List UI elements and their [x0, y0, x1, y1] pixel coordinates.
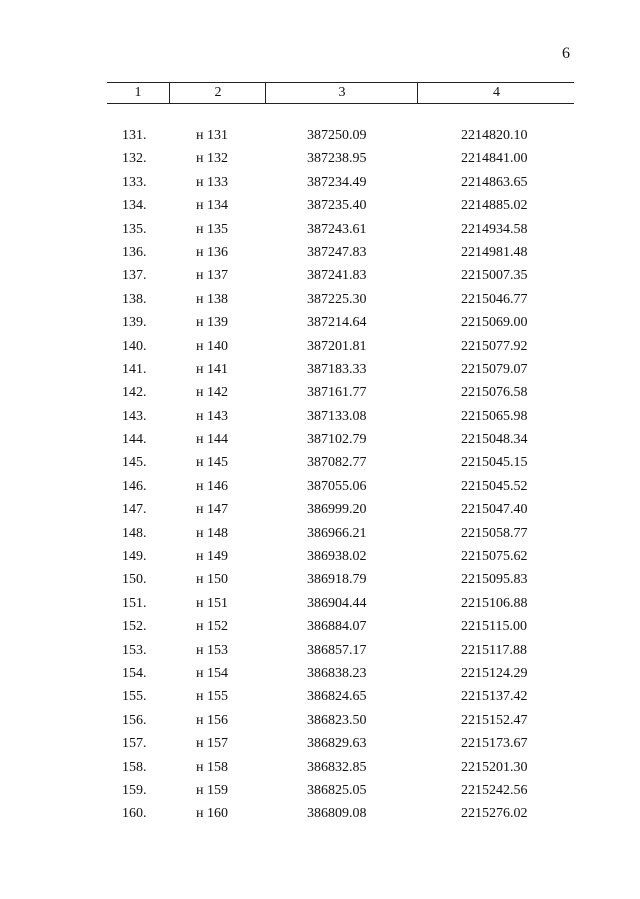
row-number: 146. [122, 478, 147, 494]
row-number: 136. [122, 244, 147, 260]
row-number: 144. [122, 432, 147, 448]
table-row [107, 428, 574, 451]
table-row [107, 124, 574, 147]
x-coordinate: 387250.09 [307, 128, 367, 143]
row-number: 137. [122, 268, 147, 284]
table-row [107, 639, 574, 662]
y-coordinate: 2215047.40 [461, 502, 528, 518]
x-coordinate: 386938.02 [307, 549, 367, 565]
x-coordinate: 386838.23 [307, 665, 367, 681]
y-coordinate: 2215201.30 [461, 759, 528, 775]
x-coordinate: 387241.83 [307, 268, 367, 284]
x-coordinate: 387243.61 [307, 221, 367, 237]
row-number: 150. [122, 572, 147, 588]
x-coordinate: 386832.85 [307, 759, 367, 775]
table-row [107, 194, 574, 217]
x-coordinate: 386884.07 [307, 619, 367, 635]
row-number: 152. [122, 619, 147, 635]
point-name: н 135 [196, 221, 228, 237]
x-coordinate: 387235.40 [307, 198, 367, 214]
table-row [107, 241, 574, 264]
row-number: 139. [122, 315, 147, 331]
x-coordinate: 387102.79 [307, 432, 367, 448]
point-name: н 141 [196, 361, 228, 377]
y-coordinate: 2214863.65 [461, 174, 528, 190]
table-row [107, 568, 574, 591]
row-number: 143. [122, 408, 147, 424]
table-row [107, 381, 574, 404]
row-number: 138. [122, 291, 147, 307]
y-coordinate: 2215076.58 [461, 385, 528, 401]
table-row [107, 218, 574, 241]
y-coordinate: 2215007.35 [461, 268, 528, 284]
point-name: н 133 [196, 174, 228, 190]
point-name: н 143 [196, 408, 228, 424]
point-name: н 153 [196, 642, 228, 658]
row-number: 157. [122, 736, 147, 752]
y-coordinate: 2215124.29 [461, 665, 528, 681]
y-coordinate: 2214820.10 [461, 128, 528, 143]
table-row [107, 451, 574, 474]
point-name: н 152 [196, 619, 228, 635]
y-coordinate: 2215095.83 [461, 572, 528, 588]
point-name: н 132 [196, 151, 228, 167]
x-coordinate: 387201.81 [307, 338, 367, 354]
row-number: 153. [122, 642, 147, 658]
table-row [107, 802, 574, 825]
point-name: н 148 [196, 525, 228, 541]
row-number: 131. [122, 128, 147, 143]
table-row [107, 475, 574, 498]
y-coordinate: 2214981.48 [461, 244, 528, 260]
point-name: н 146 [196, 478, 228, 494]
x-coordinate: 387238.95 [307, 151, 367, 167]
x-coordinate: 387055.06 [307, 478, 367, 494]
table-row [107, 522, 574, 545]
x-coordinate: 386857.17 [307, 642, 367, 658]
x-coordinate: 386809.08 [307, 806, 367, 822]
row-number: 133. [122, 174, 147, 190]
column-header-2: 2 [169, 83, 266, 103]
y-coordinate: 2215152.47 [461, 712, 528, 728]
y-coordinate: 2215045.15 [461, 455, 528, 471]
row-number: 135. [122, 221, 147, 237]
row-number: 134. [122, 198, 147, 214]
row-number: 155. [122, 689, 147, 705]
row-number: 147. [122, 502, 147, 518]
table-row [107, 615, 574, 638]
table-row [107, 335, 574, 358]
table-row [107, 498, 574, 521]
x-coordinate: 387247.83 [307, 244, 367, 260]
y-coordinate: 2215242.56 [461, 782, 528, 798]
x-coordinate: 386904.44 [307, 595, 367, 611]
table-row [107, 756, 574, 779]
table-row [107, 709, 574, 732]
point-name: н 155 [196, 689, 228, 705]
row-number: 149. [122, 549, 147, 565]
table-row [107, 732, 574, 755]
y-coordinate: 2214934.58 [461, 221, 528, 237]
table-row [107, 592, 574, 615]
table-row [107, 685, 574, 708]
table-row [107, 288, 574, 311]
point-name: н 142 [196, 385, 228, 401]
x-coordinate: 387225.30 [307, 291, 367, 307]
x-coordinate: 386825.05 [307, 782, 367, 798]
point-name: н 147 [196, 502, 228, 518]
y-coordinate: 2215173.67 [461, 736, 528, 752]
point-name: н 158 [196, 759, 228, 775]
y-coordinate: 2215075.62 [461, 549, 528, 565]
point-name: н 138 [196, 291, 228, 307]
row-number: 156. [122, 712, 147, 728]
y-coordinate: 2215117.88 [461, 642, 527, 658]
point-name: н 131 [196, 128, 228, 143]
y-coordinate: 2215115.00 [461, 619, 527, 635]
point-name: н 154 [196, 665, 228, 681]
y-coordinate: 2215137.42 [461, 689, 528, 705]
table-row [107, 264, 574, 287]
x-coordinate: 387234.49 [307, 174, 367, 190]
table-row [107, 311, 574, 334]
row-number: 158. [122, 759, 147, 775]
row-number: 148. [122, 525, 147, 541]
x-coordinate: 387133.08 [307, 408, 367, 424]
row-number: 145. [122, 455, 147, 471]
x-coordinate: 386823.50 [307, 712, 367, 728]
point-name: н 160 [196, 806, 228, 822]
point-name: н 139 [196, 315, 228, 331]
y-coordinate: 2214885.02 [461, 198, 528, 214]
coordinates-table [107, 82, 574, 826]
y-coordinate: 2215069.00 [461, 315, 528, 331]
table-row [107, 405, 574, 428]
y-coordinate: 2215048.34 [461, 432, 528, 448]
y-coordinate: 2214841.00 [461, 151, 528, 167]
table-row [107, 147, 574, 170]
y-coordinate: 2215058.77 [461, 525, 528, 541]
x-coordinate: 387214.64 [307, 315, 367, 331]
point-name: н 159 [196, 782, 228, 798]
point-name: н 157 [196, 736, 228, 752]
row-number: 151. [122, 595, 147, 611]
row-number: 140. [122, 338, 147, 354]
table-header [107, 82, 574, 104]
x-coordinate: 386829.63 [307, 736, 367, 752]
table-row [107, 545, 574, 568]
y-coordinate: 2215276.02 [461, 806, 528, 822]
point-name: н 136 [196, 244, 228, 260]
x-coordinate: 386824.65 [307, 689, 367, 705]
point-name: н 137 [196, 268, 228, 284]
x-coordinate: 386999.20 [307, 502, 367, 518]
y-coordinate: 2215079.07 [461, 361, 528, 377]
row-number: 132. [122, 151, 147, 167]
x-coordinate: 387082.77 [307, 455, 367, 471]
point-name: н 144 [196, 432, 228, 448]
point-name: н 149 [196, 549, 228, 565]
row-number: 141. [122, 361, 147, 377]
row-number: 159. [122, 782, 147, 798]
point-name: н 150 [196, 572, 228, 588]
column-header-1: 1 [134, 85, 142, 100]
column-header-4: 4 [417, 83, 575, 103]
point-name: н 145 [196, 455, 228, 471]
table-row [107, 358, 574, 381]
column-header-3: 3 [265, 83, 418, 103]
x-coordinate: 387161.77 [307, 385, 367, 401]
table-body [107, 124, 574, 826]
row-number: 154. [122, 665, 147, 681]
x-coordinate: 386918.79 [307, 572, 367, 588]
point-name: н 140 [196, 338, 228, 354]
point-name: н 151 [196, 595, 228, 611]
row-number: 142. [122, 385, 147, 401]
page-number: 6 [562, 45, 570, 62]
point-name: н 134 [196, 198, 228, 214]
x-coordinate: 387183.33 [307, 361, 367, 377]
row-number: 160. [122, 806, 147, 822]
table-row [107, 779, 574, 802]
y-coordinate: 2215045.52 [461, 478, 528, 494]
table-row [107, 662, 574, 685]
table-row [107, 171, 574, 194]
y-coordinate: 2215046.77 [461, 291, 528, 307]
y-coordinate: 2215077.92 [461, 338, 528, 354]
y-coordinate: 2215065.98 [461, 408, 528, 424]
point-name: н 156 [196, 712, 228, 728]
x-coordinate: 386966.21 [307, 525, 367, 541]
y-coordinate: 2215106.88 [461, 595, 528, 611]
